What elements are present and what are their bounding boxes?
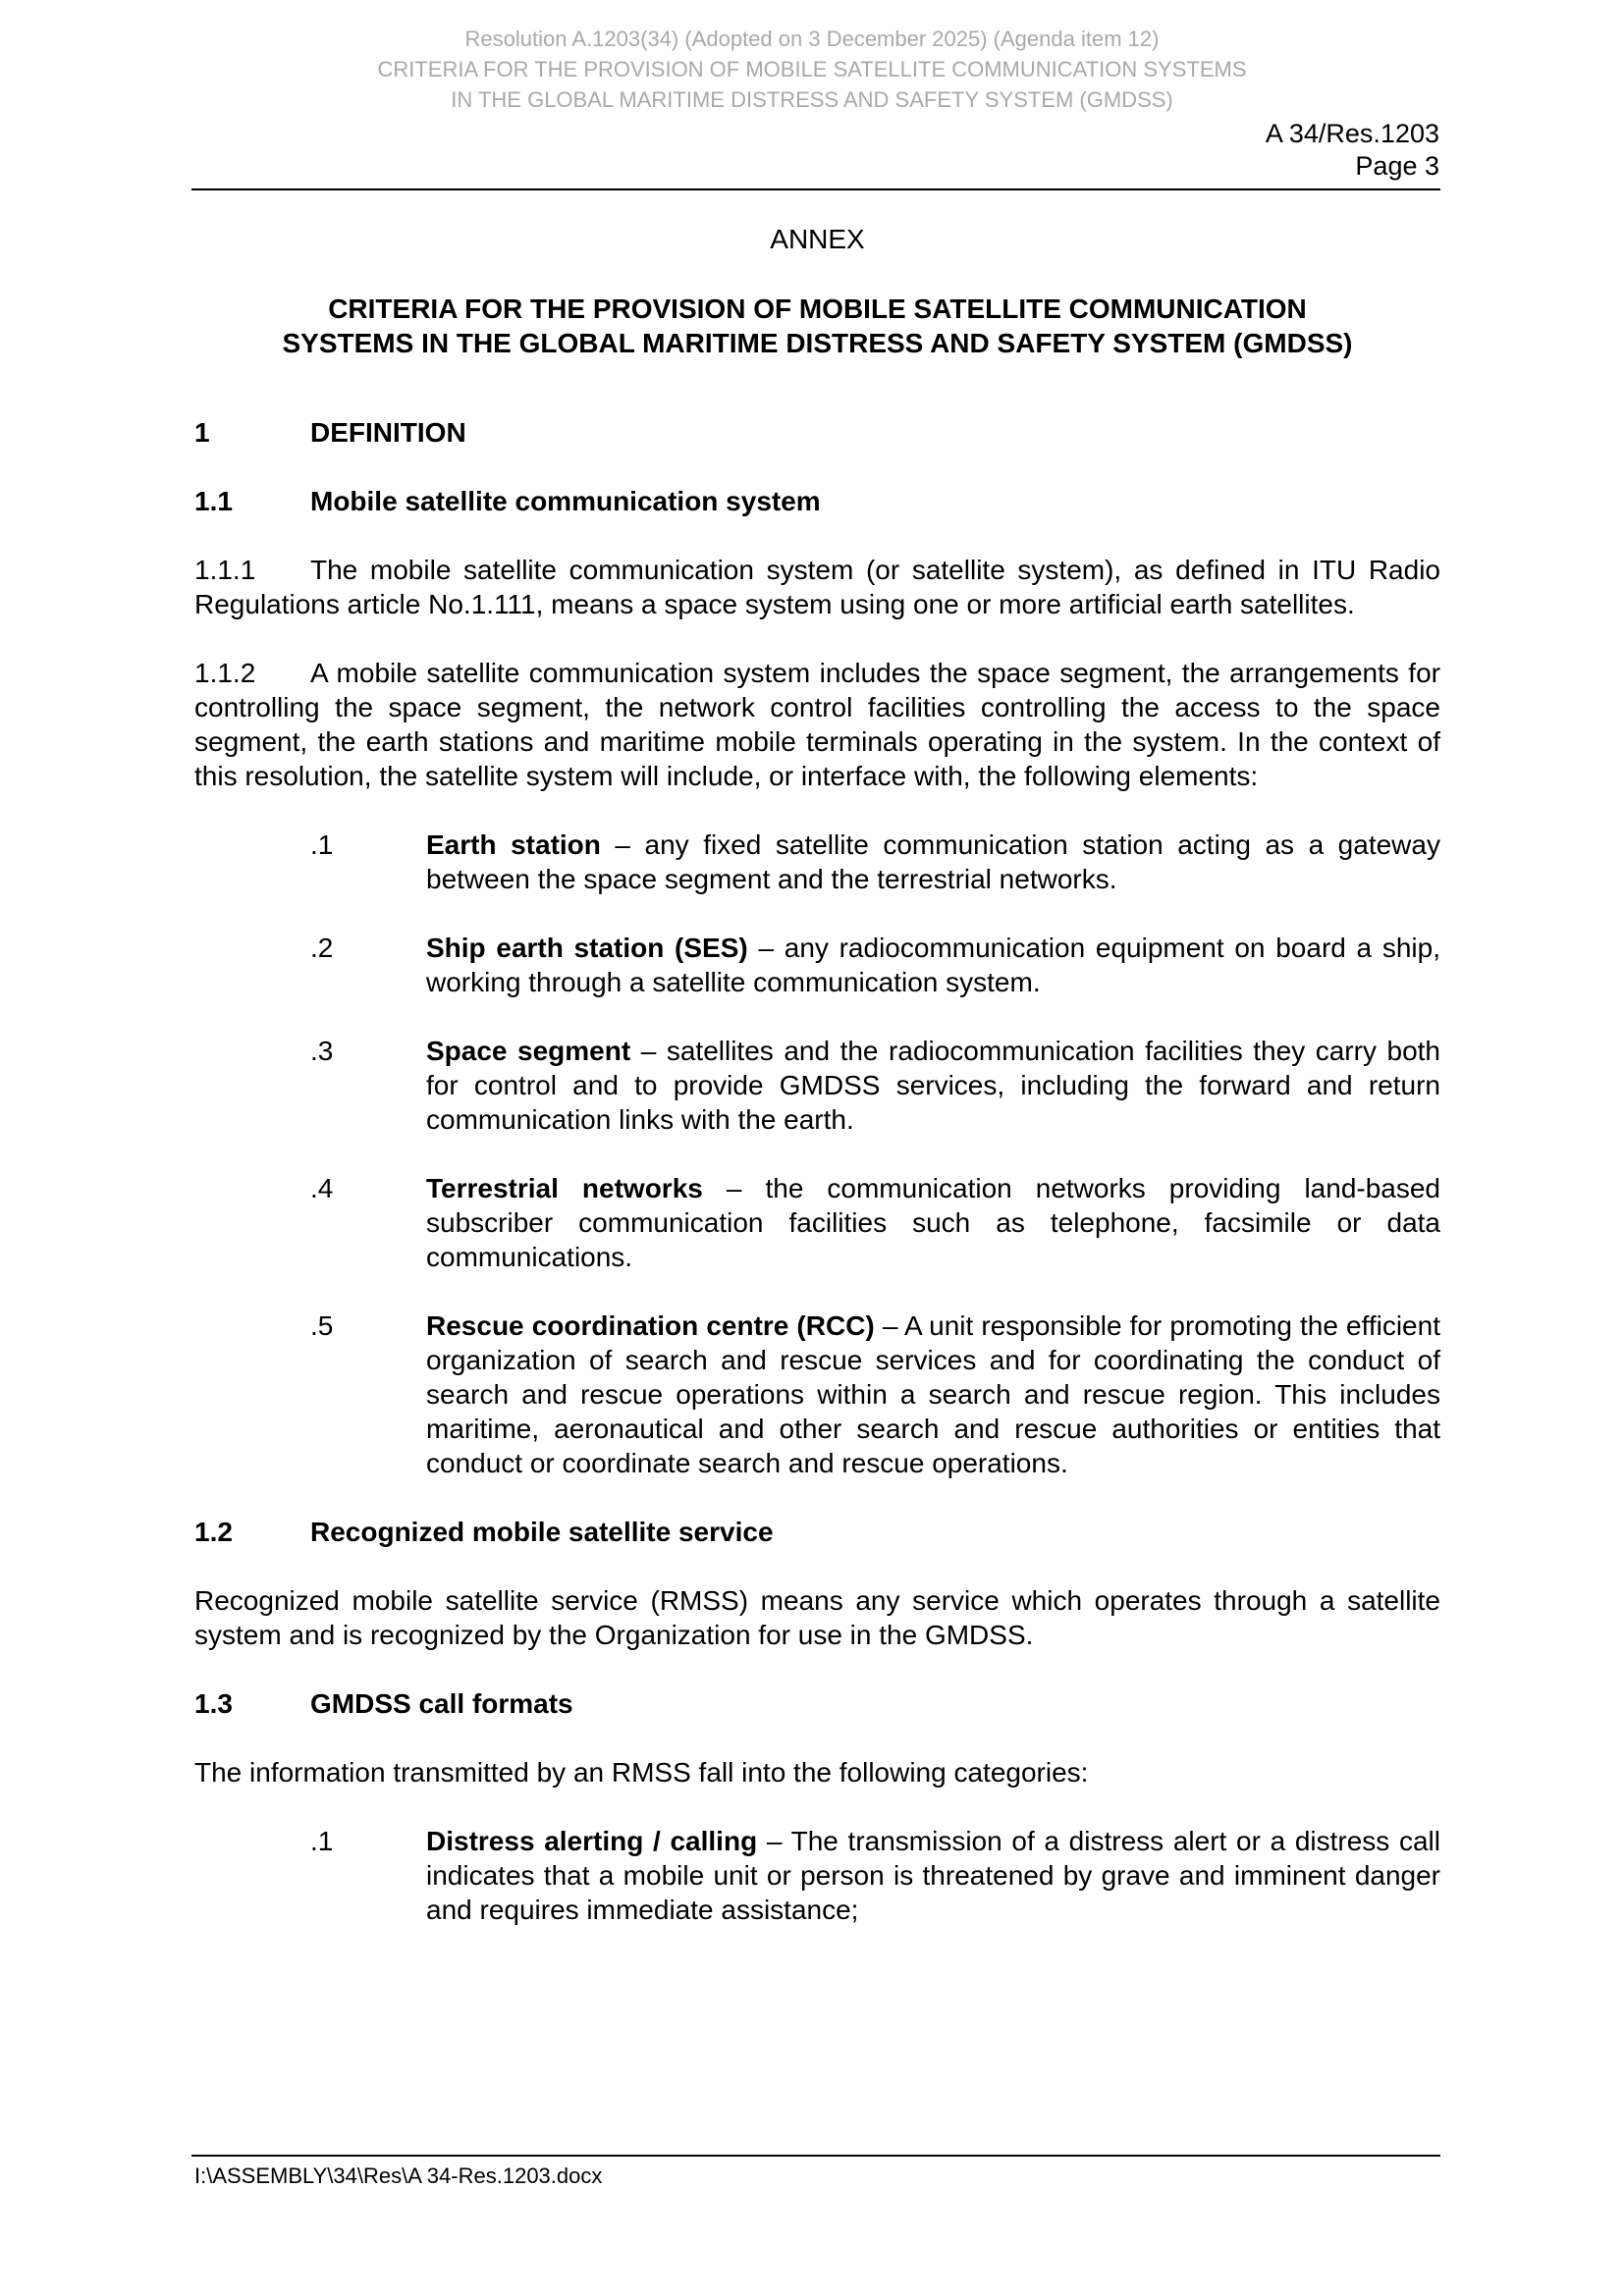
document-title xyxy=(194,292,1440,360)
paragraph xyxy=(194,656,1440,793)
item-number: .4 xyxy=(310,1173,334,1203)
item-text xyxy=(426,931,1440,999)
item-definition: the communication networks providing land-based subscriber communication facilities such as telephone, facsimile or data communications. xyxy=(426,1173,1441,1272)
list-item xyxy=(310,828,1440,896)
item-term: Ship earth station (SES) xyxy=(426,933,748,963)
item-separator: – xyxy=(874,1310,904,1341)
section-number: 1.1 xyxy=(194,486,233,516)
paragraph xyxy=(194,553,1440,621)
item-text xyxy=(426,1308,1440,1480)
item-text xyxy=(426,828,1440,896)
item-definition: The transmission of a distress alert or a distress call indicates that a mobile unit or person is threatened by grave and imminent danger and requires immediate assistance; xyxy=(426,1826,1440,1925)
item-text xyxy=(426,1824,1440,1927)
section-number: 1.2 xyxy=(194,1517,233,1547)
subsection-heading xyxy=(194,1515,1440,1549)
paragraph-text: The mobile satellite communication system (or satellite system), as defined in ITU Radio Regulations article No.1.111, means a space system using one or more artificial earth satellites. xyxy=(194,555,1440,619)
section-number: 1 xyxy=(194,417,210,448)
section-title: Recognized mobile satellite service xyxy=(310,1517,774,1547)
paragraph-number: 1.1.1 xyxy=(194,555,256,585)
item-number: .3 xyxy=(310,1036,334,1066)
item-term: Space segment xyxy=(426,1036,631,1066)
item-term: Distress alerting / calling xyxy=(426,1826,758,1856)
item-separator: – xyxy=(702,1173,766,1203)
document-reference: A 34/Res.1203 xyxy=(1265,119,1439,148)
header-divider xyxy=(191,188,1440,190)
footer-divider xyxy=(191,2155,1440,2157)
watermark-line: Resolution A.1203(34) (Adopted on 3 December 2025) (Agenda item 12) xyxy=(464,27,1160,51)
paragraph-text: Recognized mobile satellite service (RMSS) means any service which operates through a satellite system and is recognized by the Organization for use in the GMDSS. xyxy=(194,1585,1440,1650)
item-separator: – xyxy=(757,1826,791,1856)
item-term: Earth station xyxy=(426,829,601,860)
item-definition: any radiocommunication equipment on board a ship, working through a satellite communication system. xyxy=(426,933,1440,997)
title-line: CRITERIA FOR THE PROVISION OF MOBILE SATELLITE COMMUNICATION xyxy=(328,294,1307,324)
section-number: 1.3 xyxy=(194,1688,233,1719)
list-item xyxy=(310,1171,1440,1274)
annex-label: ANNEX xyxy=(770,224,865,254)
paragraph-number: 1.1.2 xyxy=(194,658,256,688)
list-item xyxy=(310,931,1440,999)
item-number: .2 xyxy=(310,933,334,963)
item-term: Terrestrial networks xyxy=(426,1173,703,1203)
item-number: .5 xyxy=(310,1310,334,1341)
watermark-line: CRITERIA FOR THE PROVISION OF MOBILE SATELLITE COMMUNICATION SYSTEMS xyxy=(377,57,1247,81)
page-number: Page 3 xyxy=(1355,151,1439,181)
item-term: Rescue coordination centre (RCC) xyxy=(426,1310,875,1341)
paragraph-text: A mobile satellite communication system includes the space segment, the arrangements for controlling the space segment, the network control facilities controlling the access to the space segment, the earth stations and maritime mobile terminals operating in the system. In the context of this resolution, the satellite system will include, or interface with, the following elements: xyxy=(194,658,1440,791)
section-title: DEFINITION xyxy=(310,417,466,448)
item-definition: satellites and the radiocommunication facilities they carry both for control and to provide GMDSS services, including the forward and return communication links with the earth. xyxy=(426,1036,1440,1135)
item-separator: – xyxy=(630,1036,667,1066)
item-definition: any fixed satellite communication station acting as a gateway between the space segment and the terrestrial networks. xyxy=(426,829,1440,894)
item-text xyxy=(426,1034,1440,1137)
section-heading xyxy=(194,415,1440,450)
item-text xyxy=(426,1171,1440,1274)
list-item xyxy=(310,1034,1440,1137)
list-item xyxy=(310,1308,1440,1480)
title-line: SYSTEMS IN THE GLOBAL MARITIME DISTRESS AND SAFETY SYSTEM (GMDSS) xyxy=(282,328,1353,358)
page-header xyxy=(1266,118,1439,183)
list-item xyxy=(310,1824,1440,1927)
document-body xyxy=(194,222,1440,1961)
item-separator: – xyxy=(600,829,645,860)
footer-file-path: I:\ASSEMBLY\34\Res\A 34-Res.1203.docx xyxy=(194,2163,603,2188)
watermark xyxy=(0,24,1624,115)
item-number: .1 xyxy=(310,1826,334,1856)
section-title: GMDSS call formats xyxy=(310,1688,573,1719)
subsection-heading xyxy=(194,484,1440,518)
section-title: Mobile satellite communication system xyxy=(310,486,821,516)
item-number: .1 xyxy=(310,829,334,860)
item-definition: A unit responsible for promoting the efficient organization of search and rescue services and for coordinating the conduct of search and rescue operations within a search and rescue region. This includes maritime, aeronautical and other search and rescue authorities or entities that conduct or coordinate search and rescue operations. xyxy=(426,1310,1440,1478)
item-separator: – xyxy=(747,933,785,963)
watermark-line: IN THE GLOBAL MARITIME DISTRESS AND SAFETY SYSTEM (GMDSS) xyxy=(451,87,1173,112)
paragraph-text: The information transmitted by an RMSS fall into the following categories: xyxy=(194,1757,1089,1788)
subsection-heading xyxy=(194,1686,1440,1721)
